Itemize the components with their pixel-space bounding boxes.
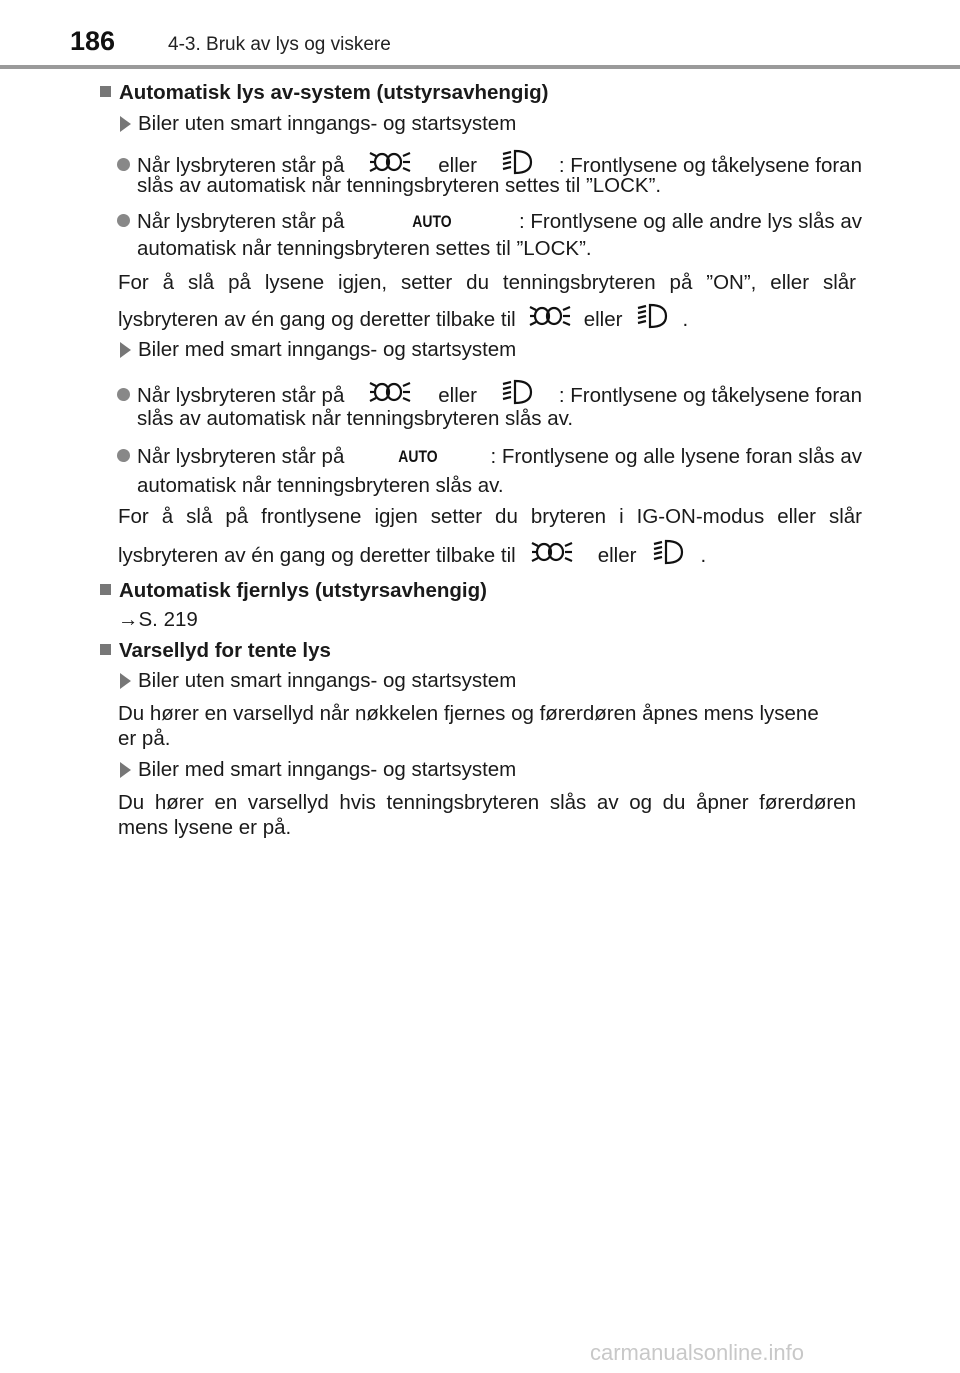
page-reference: →S. 219 [118, 608, 198, 631]
paragraph-line: lysbryteren av én gang og deretter tilbake til eller . [118, 537, 706, 574]
bullet-continuation: automatisk når tenningsbryteren settes til ”LOCK”. [137, 237, 592, 260]
triangle-bullet-icon [120, 116, 131, 132]
watermark: carmanualsonline.info [590, 1340, 805, 1365]
paragraph-line: mens lysene er på. [118, 816, 292, 839]
bullet-item: Når lysbryteren står på AUTO : Frontlysene og alle andre lys slås av [117, 209, 862, 235]
round-bullet-icon [117, 214, 130, 227]
section-heading: Varsellyd for tente lys [100, 638, 331, 664]
bullet-continuation: slås av automatisk når tenningsbryteren settes til ”LOCK”. [137, 174, 662, 197]
paragraph: For å slå på frontlysene igjen setter du bryteren i IG-ON-modus eller slår [118, 505, 862, 528]
paragraph: Du hører en varsellyd hvis tenningsbryteren slås av og du åpner førerdøren [118, 791, 856, 814]
square-bullet-icon [100, 644, 111, 655]
header-rule [0, 65, 960, 69]
bullet-continuation: automatisk når tenningsbryteren slås av. [137, 474, 504, 497]
paragraph: For å slå på lysene igjen, setter du tenningsbryteren på ”ON”, eller slår [118, 271, 856, 294]
paragraph-line: er på. [118, 727, 171, 750]
headlight-icon [652, 537, 686, 574]
paragraph-line: lysbryteren av én gang og deretter tilbake til eller . [118, 301, 688, 338]
auto-icon: AUTO [412, 212, 452, 231]
triangle-bullet-icon [120, 673, 131, 689]
chapter-title: 4-3. Bruk av lys og viskere [168, 34, 391, 55]
square-bullet-icon [100, 584, 111, 595]
subheading: Biler uten smart inngangs- og startsystem [120, 668, 516, 694]
bullet-item: Når lysbryteren står på AUTO : Frontlysene og alle lysene foran slås av [117, 444, 862, 470]
section-heading: Automatisk fjernlys (utstyrsavhengig) [100, 578, 487, 604]
bullet-item: Når lysbryteren står på eller : Frontlysene og tåkelysene foran [117, 147, 862, 184]
page-number: 186 [70, 26, 116, 56]
round-bullet-icon [117, 158, 130, 171]
fog-light-icon [530, 537, 576, 574]
round-bullet-icon [117, 388, 130, 401]
subheading: Biler uten smart inngangs- og startsystem [120, 111, 516, 137]
headlight-icon [636, 301, 670, 338]
bullet-continuation: slås av automatisk når tenningsbryteren slås av. [137, 407, 574, 430]
round-bullet-icon [117, 449, 130, 462]
section-heading: Automatisk lys av-system (utstyrsavhengig) [100, 80, 549, 106]
subheading: Biler med smart inngangs- og startsystem [120, 337, 516, 363]
bullet-item: Når lysbryteren står på eller : Frontlysene og tåkelysene foran [117, 377, 862, 414]
page-header [0, 0, 960, 70]
square-bullet-icon [100, 86, 111, 97]
auto-icon: AUTO [397, 447, 438, 466]
triangle-bullet-icon [120, 762, 131, 778]
paragraph: Du hører en varsellyd når nøkkelen fjernes og førerdøren åpnes mens lysene [118, 702, 819, 725]
subheading: Biler med smart inngangs- og startsystem [120, 757, 516, 783]
triangle-bullet-icon [120, 342, 131, 358]
fog-light-icon [528, 301, 574, 338]
